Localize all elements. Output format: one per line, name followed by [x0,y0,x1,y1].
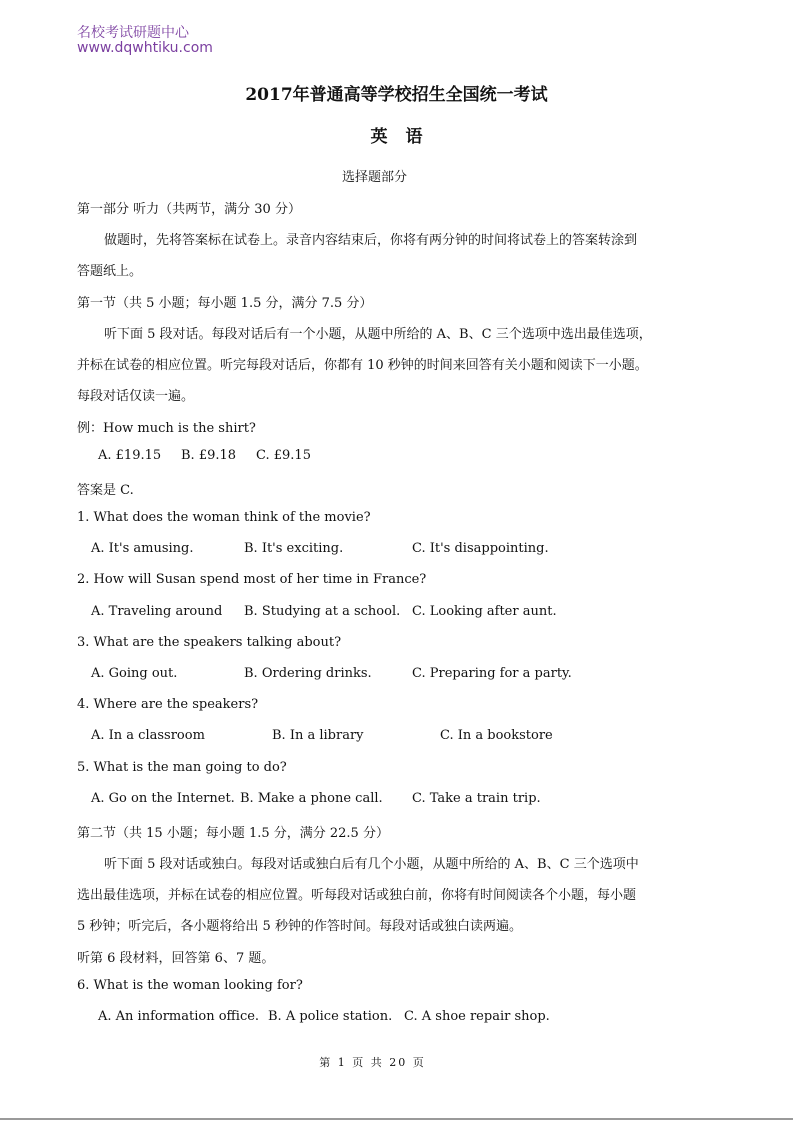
section1-instruction-line2: 并标在试卷的相应位置。听完每段对话后，你都有 10 秒钟的时间来回答有关小题和阅读下一小题。 [77,358,648,373]
q6-option-b: B. A police station. [268,1009,393,1024]
q5-option-b: B. Make a phone call. [240,791,383,806]
material-intro: 听第 6 段材料，回答第 6、7 题。 [77,951,275,966]
q4-option-a: A. In a classroom [91,728,205,743]
example-option-a: A. £19.15 [98,448,162,463]
question-1: 1. What does the woman think of the movie? [77,510,371,525]
q1-option-a: A. It's amusing. [91,541,194,556]
q3-option-c: C. Preparing for a party. [412,666,572,681]
watermark-line2: www.dqwhtiku.com [77,40,213,56]
part1-instruction-line2: 答题纸上。 [77,264,143,279]
q4-option-b: B. In a library [272,728,364,743]
section-heading: 选择题部分 [341,170,407,185]
page-number: 第 1 页 共 20 页 [319,1056,426,1069]
part1-heading: 第一部分 听力（共两节，满分 30 分） [77,202,301,217]
example-option-c: C. £9.15 [256,448,311,463]
example-answer: 答案是 C. [77,483,134,498]
part1-instruction-line1: 做题时，先将答案标在试卷上。录音内容结束后，你将有两分钟的时间将试卷上的答案转涂到 [104,233,638,248]
question-6: 6. What is the woman looking for? [77,978,303,993]
page-title: 2017年普通高等学校招生全国统一考试 [245,85,548,105]
section2-instruction-line2: 选出最佳选项，并标在试卷的相应位置。听每段对话或独白前，你将有时间阅读各个小题，每小题 [77,888,637,903]
q3-option-b: B. Ordering drinks. [244,666,372,681]
question-2: 2. How will Susan spend most of her time in France? [77,572,427,587]
q4-option-c: C. In a bookstore [440,728,553,743]
q5-option-c: C. Take a train trip. [412,791,541,806]
section1-heading: 第一节（共 5 小题；每小题 1.5 分，满分 7.5 分） [77,296,373,311]
q2-option-c: C. Looking after aunt. [412,604,557,619]
q2-option-a: A. Traveling around [91,604,223,619]
q6-option-c: C. A shoe repair shop. [404,1009,550,1024]
section2-instruction-line1: 听下面 5 段对话或独白。每段对话或独白后有几个小题，从题中所给的 A、B、C 三个选项中 [104,857,639,872]
watermark-line1: 名校考试研题中心 [77,25,189,41]
q3-option-a: A. Going out. [91,666,178,681]
question-4: 4. Where are the speakers? [77,697,259,712]
q5-option-a: A. Go on the Internet. [91,791,235,806]
question-3: 3. What are the speakers talking about? [77,635,342,650]
example-question: 例：How much is the shirt? [77,421,256,436]
q6-option-a: A. An information office. [98,1009,260,1024]
section1-instruction-line1: 听下面 5 段对话。每段对话后有一个小题，从题中所给的 A、B、C 三个选项中选出最佳选项， [104,327,652,342]
bottom-divider [0,1118,793,1120]
question-5: 5. What is the man going to do? [77,760,287,775]
subject-heading: 英语 [370,127,441,147]
section2-instruction-line3: 5 秒钟；听完后，各小题将给出 5 秒钟的作答时间。每段对话或独白读两遍。 [77,919,522,934]
q1-option-c: C. It's disappointing. [412,541,549,556]
q1-option-b: B. It's exciting. [244,541,344,556]
q2-option-b: B. Studying at a school. [244,604,401,619]
example-option-b: B. £9.18 [181,448,237,463]
section1-instruction-line3: 每段对话仅读一遍。 [77,389,195,404]
section2-heading: 第二节（共 15 小题；每小题 1.5 分，满分 22.5 分） [77,826,389,841]
